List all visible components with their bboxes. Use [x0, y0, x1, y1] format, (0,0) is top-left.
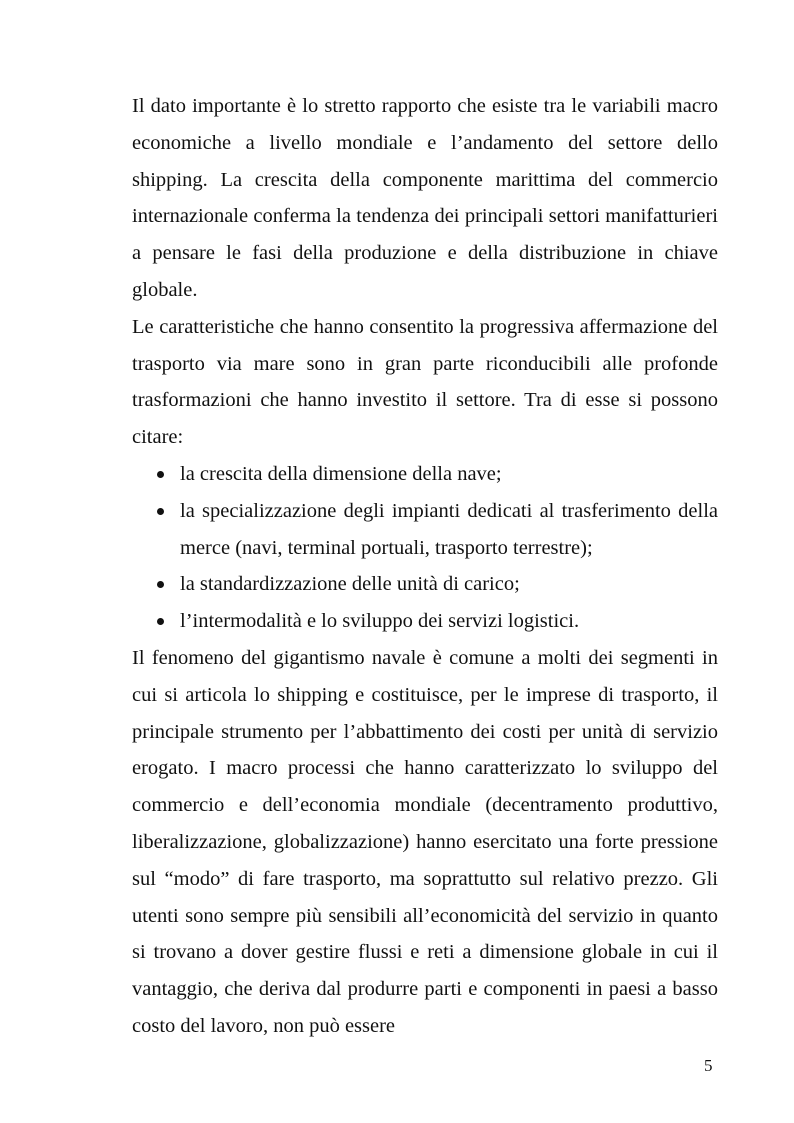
bullet-list: [132, 456, 718, 640]
list-item: [132, 566, 718, 603]
bullet-icon: [157, 618, 164, 625]
bullet-icon: [157, 508, 164, 515]
page-number: 5: [704, 1056, 713, 1075]
list-item-text: la standardizzazione delle unità di carico;: [180, 573, 520, 596]
list-item: [132, 493, 718, 567]
paragraph-gigantism: Il fenomeno del gigantismo navale è comune a molti dei segmenti in cui si articola lo shipping e costituisce, per le imprese di trasporto, il principale strumento per l’abbattimento dei costi per unità di servizio erogato. I macro processi che hanno caratterizzato lo sviluppo del commercio e dell’economia mondiale (decentramento produttivo, liberalizzazione, globalizzazione) hanno esercitato una forte pressione sul “modo” di fare trasporto, ma soprattutto sul relativo prezzo. Gli utenti sono sempre più sensibili all’economicità del servizio in quanto si trovano a dover gestire flussi e reti a dimensione globale in cui il vantaggio, che deriva dal produrre parti e componenti in paesi a basso costo del lavoro, non può essere: [132, 646, 718, 1037]
list-item-text: la specializzazione degli impianti dedicati al trasferimento della merce (navi, terminal portuali, trasporto terrestre);: [180, 499, 718, 559]
list-item: [132, 603, 718, 640]
paragraph-shipping-macro: Il dato importante è lo stretto rapporto che esiste tra le variabili macro economiche a livello mondiale e l’andamento del settore dello shipping. La crescita della componente marittima del commercio internazionale conferma la tendenza dei principali settori manifatturieri a pensare le fasi della produzione e della distribuzione in chiave globale.: [132, 95, 718, 301]
bullet-icon: [157, 471, 164, 478]
bullet-icon: [157, 581, 164, 588]
paragraph-characteristics: Le caratteristiche che hanno consentito la progressiva affermazione del trasporto via mare sono in gran parte riconducibili alle profonde trasformazioni che hanno investito il settore. Tra di esse si possono citare:: [132, 315, 718, 449]
document-page: [132, 88, 718, 1045]
list-item: [132, 456, 718, 493]
list-item-text: l’intermodalità e lo sviluppo dei servizi logistici.: [180, 610, 580, 633]
list-item-text: la crescita della dimensione della nave;: [180, 462, 502, 485]
